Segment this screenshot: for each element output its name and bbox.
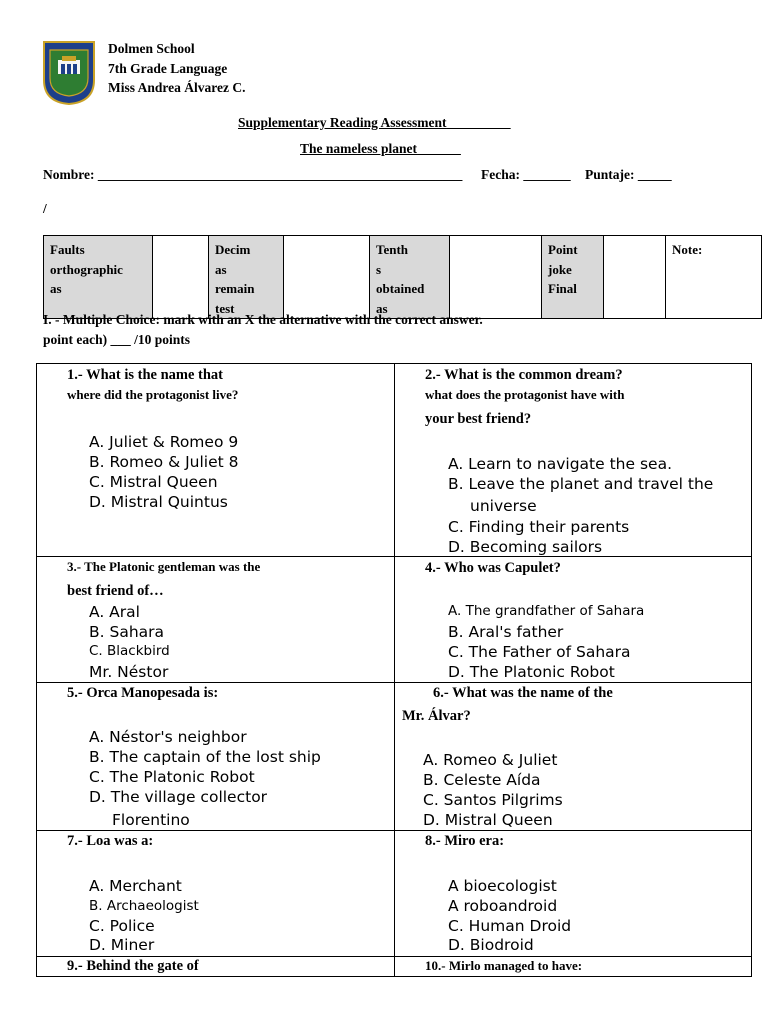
assessment-title: Supplementary Reading Assessment [238, 115, 447, 130]
question-2-text-end: your best friend? [425, 411, 532, 427]
section-points: point each) ___ /10 points [43, 332, 191, 347]
q3-option-b[interactable]: B. Sahara [89, 623, 165, 641]
q2-option-b[interactable]: B. Leave the planet and travel the [448, 475, 714, 493]
q5-option-c[interactable]: C. The Platonic Robot [89, 768, 255, 786]
question-9-text: 9.- Behind the gate of [67, 958, 199, 974]
slash-mark: / [43, 201, 47, 216]
question-10 [395, 957, 752, 977]
question-2 [395, 364, 752, 557]
date-field[interactable]: Fecha: _______ [481, 167, 571, 182]
decimas-value-cell[interactable] [284, 236, 370, 319]
decimas-cell: Decim as remain test [209, 236, 284, 319]
q3-option-a[interactable]: A. Aral [89, 603, 140, 621]
q8-option-d[interactable]: D. Biodroid [448, 936, 534, 954]
q1-option-d[interactable]: D. Mistral Quintus [89, 493, 228, 511]
q6-option-d[interactable]: D. Mistral Queen [423, 811, 553, 829]
q1-option-b[interactable]: B. Romeo & Juliet 8 [89, 453, 239, 471]
q7-option-c[interactable]: C. Police [89, 917, 155, 935]
q7-option-d[interactable]: D. Miner [89, 936, 155, 954]
question-3-text-cont: best friend of… [67, 583, 164, 599]
name-field[interactable]: Nombre: ______________________________________________________ [43, 167, 463, 182]
q8-option-a[interactable]: A bioecologist [448, 877, 557, 895]
question-5-text: 5.- Orca Manopesada is: [67, 685, 219, 701]
q5-option-d[interactable]: D. The village collector [89, 788, 268, 806]
q4-option-a[interactable]: A. The grandfather of Sahara [448, 603, 645, 619]
tenths-cell: Tenth s obtained as [370, 236, 450, 319]
question-7-text: 7.- Loa was a: [67, 833, 154, 849]
q2-option-d[interactable]: D. Becoming sailors [448, 538, 603, 556]
question-9 [37, 957, 395, 977]
section-instruction: I. - Multiple Choice: mark with an X the alternative with the correct answer. [43, 312, 483, 327]
question-6 [395, 683, 752, 831]
final-score-value-cell[interactable] [604, 236, 666, 319]
question-4-text: 4.- Who was Capulet? [425, 560, 561, 576]
question-4 [395, 557, 752, 683]
q6-option-b[interactable]: B. Celeste Aída [423, 771, 541, 789]
q1-option-a[interactable]: A. Juliet & Romeo 9 [89, 433, 239, 451]
question-6-text: 6.- What was the name of the [433, 685, 613, 701]
q5-option-a[interactable]: A. Néstor's neighbor [89, 728, 247, 746]
faults-value-cell[interactable] [153, 236, 209, 319]
question-1 [37, 364, 395, 557]
school-name: Dolmen School [108, 41, 195, 56]
q8-option-b[interactable]: A roboandroid [448, 897, 558, 915]
question-2-text: 2.- What is the common dream? [425, 367, 623, 383]
q4-option-d[interactable]: D. The Platonic Robot [448, 663, 615, 681]
q6-option-c[interactable]: C. Santos Pilgrims [423, 791, 563, 809]
q2-option-a[interactable]: A. Learn to navigate the sea. [448, 455, 673, 473]
q6-option-a[interactable]: A. Romeo & Juliet [423, 751, 558, 769]
tenths-value-cell[interactable] [450, 236, 542, 319]
q2-option-c[interactable]: C. Finding their parents [448, 518, 630, 536]
question-10-text: 10.- Mirlo managed to have: [425, 958, 583, 973]
q5-option-d-cont[interactable]: Florentino [112, 811, 190, 829]
question-3-text: 3.- The Platonic gentleman was the [67, 559, 261, 574]
question-1-text: 1.- What is the name that [67, 367, 224, 383]
score-field[interactable]: Puntaje: _____ [585, 167, 672, 182]
teacher-name: Miss Andrea Álvarez C. [108, 80, 246, 95]
q7-option-b[interactable]: B. Archaeologist [89, 898, 199, 914]
q3-option-d[interactable]: Mr. Néstor [89, 663, 169, 681]
assessment-subtitle: The nameless planet [300, 141, 418, 156]
question-2-text-cont: what does the protagonist have with [425, 387, 625, 402]
question-3 [37, 557, 395, 683]
q1-option-c[interactable]: C. Mistral Queen [89, 473, 218, 491]
score-table [43, 235, 762, 319]
question-7 [37, 831, 395, 957]
q8-option-c[interactable]: C. Human Droid [448, 917, 572, 935]
q3-option-c[interactable]: C. Blackbird [89, 643, 170, 659]
question-6-text-cont: Mr. Álvar? [402, 708, 471, 724]
questions-table [36, 363, 752, 977]
school-logo [42, 40, 96, 106]
q5-option-b[interactable]: B. The captain of the lost ship [89, 748, 321, 766]
q4-option-c[interactable]: C. The Father of Sahara [448, 643, 631, 661]
grade-line: 7th Grade Language [108, 61, 228, 76]
q7-option-a[interactable]: A. Merchant [89, 877, 182, 895]
question-5 [37, 683, 395, 831]
question-1-text-cont: where did the protagonist live? [67, 387, 239, 402]
q4-option-b[interactable]: B. Aral's father [448, 623, 564, 641]
note-cell[interactable]: Note: [666, 236, 762, 319]
question-8 [395, 831, 752, 957]
final-score-cell: Point joke Final [542, 236, 604, 319]
question-8-text: 8.- Miro era: [425, 833, 505, 849]
faults-cell: Faults orthographic as [44, 236, 153, 319]
q2-option-b-cont[interactable]: universe [470, 497, 537, 515]
